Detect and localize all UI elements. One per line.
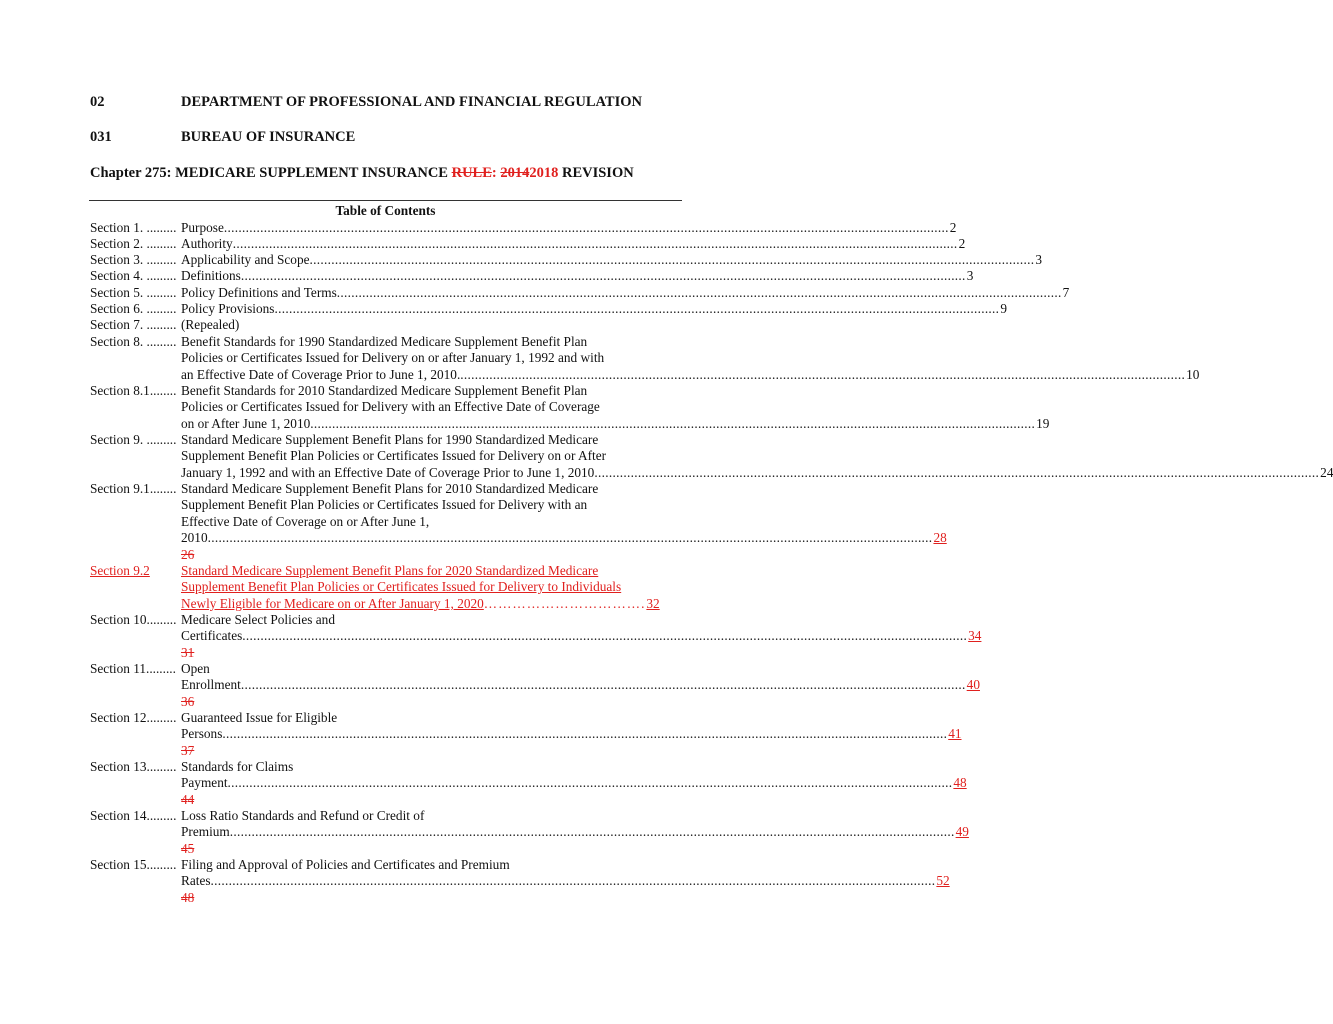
toc-leader: ........................................................................................................................................................................................................ bbox=[223, 220, 949, 235]
toc-section-number: Section 5. ......... bbox=[90, 285, 177, 300]
bureau-code: 031 bbox=[90, 129, 112, 145]
toc-section-number: Section 8. ......... bbox=[90, 334, 177, 349]
toc-entry-title: Enrollment bbox=[181, 677, 241, 693]
toc-leader: ........................................................................................................................................................................................................ bbox=[207, 530, 933, 546]
department-code: 02 bbox=[90, 94, 105, 110]
toc-leader: ........................................................................................................................................................................................................ bbox=[240, 268, 966, 283]
toc-title: Table of Contents bbox=[335, 203, 436, 218]
toc-page-number-struck: 45 bbox=[181, 840, 195, 856]
toc-entry-title: on or After June 1, 2010 bbox=[181, 415, 311, 431]
toc-entry-title: Payment bbox=[181, 775, 228, 791]
toc-entry-title: Medicare Select Policies and bbox=[181, 612, 335, 627]
toc-page-number-struck: 31 bbox=[181, 644, 195, 660]
toc-entry-title: Loss Ratio Standards and Refund or Credit of bbox=[181, 808, 425, 823]
toc-entry[interactable] bbox=[181, 612, 982, 661]
toc-page-number: 3 bbox=[966, 268, 974, 283]
toc-entry-title: Rates bbox=[181, 873, 211, 889]
toc-entry[interactable] bbox=[181, 285, 1070, 301]
toc-entry-title: Effective Date of Coverage on or After June 1, bbox=[181, 513, 430, 529]
toc-entry-title: Persons bbox=[181, 726, 223, 742]
toc-entry-title: Standards for Claims bbox=[181, 759, 294, 774]
toc-page-number: 7 bbox=[1062, 285, 1070, 300]
bureau-name: BUREAU OF INSURANCE bbox=[181, 129, 356, 145]
toc-page-number-new: 52 bbox=[936, 873, 950, 889]
toc-entry[interactable] bbox=[181, 220, 957, 236]
toc-entry[interactable] bbox=[181, 710, 962, 759]
header-divider bbox=[89, 200, 682, 201]
toc-section-number: Section 11......... bbox=[90, 661, 176, 676]
toc-section-number: Section 7. ......... bbox=[90, 317, 177, 332]
toc-entry-title: Policy Provisions bbox=[181, 301, 275, 316]
toc-entry-title: Policies or Certificates Issued for Delivery with an Effective Date of Coverage bbox=[181, 399, 600, 415]
toc-section-number: Section 14......... bbox=[90, 808, 177, 823]
toc-entry[interactable] bbox=[181, 301, 1007, 317]
toc-leader: ……………………………. bbox=[483, 595, 646, 611]
toc-page-number: 10 bbox=[1186, 366, 1200, 382]
toc-entry-title: Supplement Benefit Plan Policies or Certificates Issued for Delivery with an bbox=[181, 497, 588, 513]
toc-page-number-new: 49 bbox=[955, 824, 969, 840]
toc-entry-title: Standard Medicare Supplement Benefit Plans for 2020 Standardized Medicare bbox=[181, 563, 599, 578]
toc-section-number: Section 13......... bbox=[90, 759, 177, 774]
toc-section-number: Section 4. ......... bbox=[90, 268, 177, 283]
toc-entry-title: Policies or Certificates Issued for Delivery on or after January 1, 1992 and with bbox=[181, 350, 605, 366]
toc-entry-title: Benefit Standards for 1990 Standardized Medicare Supplement Benefit Plan bbox=[181, 334, 588, 349]
toc-page-number: 32 bbox=[646, 595, 660, 611]
toc-entry-title: Benefit Standards for 2010 Standardized Medicare Supplement Benefit Plan bbox=[181, 383, 588, 398]
toc-entry-title: Standard Medicare Supplement Benefit Plans for 1990 Standardized Medicare bbox=[181, 432, 599, 447]
toc-entry[interactable] bbox=[181, 661, 980, 710]
toc-entry-title: 2010 bbox=[181, 530, 208, 546]
toc-entry[interactable] bbox=[181, 432, 1333, 481]
toc-leader: ........................................................................................................................................................................................................ bbox=[232, 236, 958, 251]
toc-section-number: Section 9. ......... bbox=[90, 432, 177, 447]
toc-entry[interactable] bbox=[181, 383, 1050, 432]
toc-entry-title: Supplement Benefit Plan Policies or Certificates Issued for Delivery to Individuals bbox=[181, 579, 622, 595]
toc-leader: ........................................................................................................................................................................................................ bbox=[310, 415, 1036, 431]
toc-entry[interactable] bbox=[181, 808, 969, 857]
toc-page-number-new: 41 bbox=[948, 726, 962, 742]
toc-entry[interactable] bbox=[181, 252, 1043, 268]
toc-section-number: Section 10......... bbox=[90, 612, 177, 627]
toc-leader: ........................................................................................................................................................................................................ bbox=[309, 252, 1035, 267]
toc-entry-title: Applicability and Scope bbox=[181, 252, 310, 267]
toc-page-number-struck: 48 bbox=[181, 889, 195, 905]
toc-leader: ........................................................................................................................................................................................................ bbox=[222, 726, 948, 742]
toc-page-number-new: 28 bbox=[933, 530, 947, 546]
toc-page-number-struck: 37 bbox=[181, 742, 195, 758]
toc-leader: ........................................................................................................................................................................................................ bbox=[460, 366, 1186, 382]
toc-entry-title: January 1, 1992 and with an Effective Date of Coverage Prior to June 1, 2010 bbox=[181, 464, 595, 480]
toc-entry-title: Purpose bbox=[181, 220, 224, 235]
toc-leader: ........................................................................................................................................................................................................ bbox=[336, 285, 1062, 300]
chapter-struck-year: 2014 bbox=[500, 165, 530, 181]
toc-entry[interactable] bbox=[181, 317, 667, 333]
toc-entry-title: Open bbox=[181, 661, 210, 676]
toc-entry-title: (Repealed) bbox=[181, 317, 240, 332]
chapter-prefix: Chapter 275: MEDICARE SUPPLEMENT INSURANCE bbox=[90, 165, 452, 181]
toc-entry-title: Supplement Benefit Plan Policies or Certificates Issued for Delivery on or After bbox=[181, 448, 607, 464]
toc-entry-new[interactable] bbox=[181, 563, 667, 612]
toc-page-number: 9 bbox=[1000, 301, 1007, 316]
toc-page-number: 2 bbox=[949, 220, 957, 235]
toc-entry-title: an Effective Date of Coverage Prior to June 1, 2010. bbox=[181, 366, 461, 382]
toc-page-number-struck: 26 bbox=[181, 546, 195, 562]
toc-section-number: Section 12......... bbox=[90, 710, 177, 725]
toc-entry-title: Definitions bbox=[181, 268, 241, 283]
toc-leader: ........................................................................................................................................................................................................ bbox=[240, 677, 966, 693]
toc-leader: ........................................................................................................................................................................................................ bbox=[210, 873, 936, 889]
toc-leader: ........................................................................................................................................................................................................ bbox=[594, 464, 1320, 480]
toc-page-number: 19 bbox=[1036, 415, 1050, 431]
toc-leader: ........................................................................................................................................................................................................ bbox=[274, 301, 1000, 316]
toc-section-number: Section 3. ......... bbox=[90, 252, 177, 267]
toc-page-number-new: 48 bbox=[953, 775, 967, 791]
toc-entry-title: Authority bbox=[181, 236, 233, 251]
chapter-colon: : bbox=[491, 165, 497, 181]
toc-entry[interactable] bbox=[181, 334, 1200, 383]
toc-leader: ........................................................................................................................................................................................................ bbox=[242, 628, 968, 644]
toc-entry-title: Newly Eligible for Medicare on or After January 1, 2020 bbox=[181, 595, 484, 611]
toc-entry[interactable] bbox=[181, 857, 950, 906]
toc-page-number-new: 34 bbox=[968, 628, 982, 644]
toc-entry-title: Certificates bbox=[181, 628, 243, 644]
toc-section-number-new: Section 9.2 bbox=[90, 563, 150, 578]
toc-page-number: 3 bbox=[1035, 252, 1043, 267]
toc-entry[interactable] bbox=[181, 268, 974, 284]
toc-entry-title: Policy Definitions and Terms bbox=[181, 285, 337, 300]
toc-leader: ........................................................................................................................................................................................................ bbox=[229, 824, 955, 840]
toc-section-number: Section 1. ......... bbox=[90, 220, 177, 235]
toc-section-number: Section 2. ......... bbox=[90, 236, 177, 251]
toc-entry[interactable] bbox=[181, 481, 947, 563]
toc-page-number: 24 bbox=[1320, 464, 1333, 480]
toc-entry[interactable] bbox=[181, 759, 967, 808]
toc-section-number: Section 6. ......... bbox=[90, 301, 177, 316]
chapter-struck-rule: RULE bbox=[451, 165, 492, 181]
toc-leader: ........................................................................................................................................................................................................ bbox=[227, 775, 953, 791]
chapter-title bbox=[90, 165, 634, 182]
chapter-suffix: REVISION bbox=[558, 165, 634, 181]
toc-entry-title: Standard Medicare Supplement Benefit Plans for 2010 Standardized Medicare bbox=[181, 481, 599, 496]
toc-section-number: Section 15......... bbox=[90, 857, 177, 872]
toc-page-number: 2 bbox=[958, 236, 966, 251]
toc-page-number-struck: 44 bbox=[181, 791, 195, 807]
toc-entry-title: Premium bbox=[181, 824, 230, 840]
toc-entry-title: Filing and Approval of Policies and Certificates and Premium bbox=[181, 857, 510, 872]
toc-entry-title: Guaranteed Issue for Eligible bbox=[181, 710, 338, 725]
toc-section-number: Section 9.1........ bbox=[90, 481, 177, 496]
chapter-new-year: 2018 bbox=[529, 165, 559, 181]
toc-page-number-new: 40 bbox=[966, 677, 980, 693]
toc-section-number: Section 8.1........ bbox=[90, 383, 177, 398]
toc-page-number-struck: 36 bbox=[181, 693, 195, 709]
toc-entry[interactable] bbox=[181, 236, 966, 252]
department-name: DEPARTMENT OF PROFESSIONAL AND FINANCIAL REGULATION bbox=[181, 94, 642, 110]
